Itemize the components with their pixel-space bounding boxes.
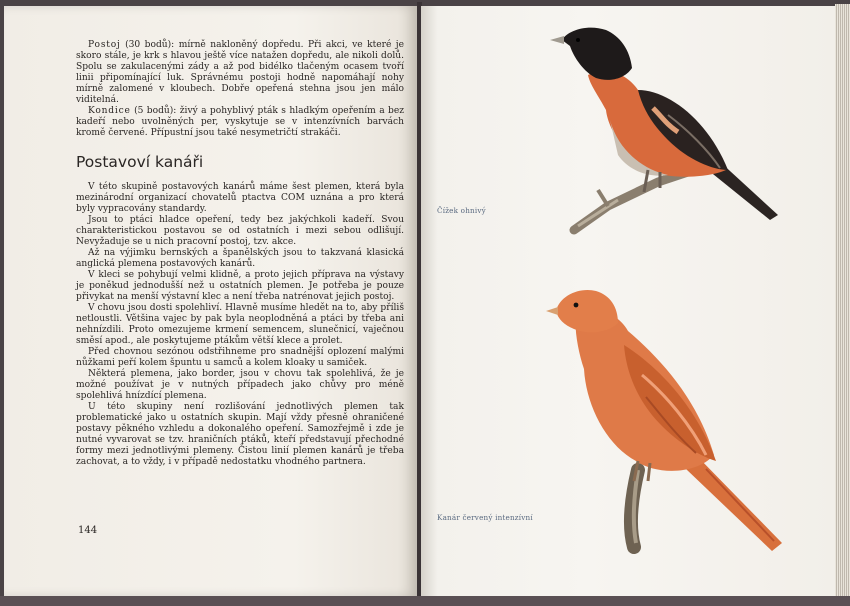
page-edges (835, 4, 850, 600)
term-postoj: Postoj (88, 40, 121, 50)
body-paragraph: Některá plemena, jako border, jsou v chovu tak spolehlivá, že je možné používat je v nutných případech jako chůvy pro méně spolehlivá hnízdící plemena. (76, 369, 404, 401)
section-heading: Postavoví kanáři (76, 153, 204, 171)
body-paragraph: V této skupině postavových kanárů máme šest plemen, která byla mezinárodní organizací chovatelů ptactva COM uznána a pro která byly vypracovány standardy. (76, 182, 404, 214)
body-paragraph: V chovu jsou dosti spolehliví. Hlavně musíme hledět na to, aby příliš netloustli. Většina vajec by pak byla neoplodněná a ptáci by třeba ani nehnízdili. Proto omezujeme krmení semencem, slunečnicí, vaječnou směsí apod., ale poskytujeme ptákům větší klece a prolet. (76, 303, 404, 346)
red-siskin-illustration (548, 20, 788, 240)
body-paragraph: Před chovnou sezónou odstřihneme pro snadnější oplození malými nůžkami peří kolem špuntu u samců a kolem kloaky u samiček. (76, 347, 404, 368)
paragraph-postoj (76, 40, 404, 106)
body-paragraph: U této skupiny není rozlišování jednotlivých plemen tak problematické jako u ostatních skupin. Mají vždy přesně ohraničené postavy pěkného vzhledu a dokonalého opeření. Samozřejmě i zde je nutné vyvarovat se tzv. hraničních ptáků, kteří představují přechodné formy mezi jednotlivými plemeny. Čistou linií plemen kanárů je třeba zachovat, a to vždy, i v případě nedostatku vhodného partnera. (76, 402, 404, 467)
text-postoj: (30 bodů): mírně nakloněný dopředu. Při akci, ve které je skoro stále, je krk s hlavou ještě více natažen dopředu, ale nikoli dolů. Spolu se zakulacenými zády a až pod bidélko tlačeným ocasem tvoří linii připomínající luk. Správnému postoji hodně napomáhají nohy mírně zalomené v kloubech. Dobře opeřená stehna jsou jen málo viditelná. (76, 40, 404, 105)
page-number: 144 (78, 525, 98, 536)
red-canary-illustration (546, 285, 790, 560)
term-kondice: Kondice (88, 106, 131, 116)
text-kondice: (5 bodů): živý a pohyblivý pták s hladkým opeřením a bez kadeří nebo uvolněných per, vyskytuje se v intenzívních barvách kromě červené. Přípustní jsou také nesymetričtí strakáči. (76, 106, 404, 138)
left-page-text (76, 40, 404, 468)
caption-red-siskin: Čížek ohnivý (437, 206, 486, 215)
caption-red-canary: Kanár červený intenzívní (437, 513, 533, 522)
body-paragraph: V kleci se pohybují velmi klidně, a proto jejich příprava na výstavy je poněkud jednodušší než u ostatních plemen. Je potřeba je pouze přivykat na menší výstavní klec a není třeba natrénovat jejich postoj. (76, 270, 404, 302)
paragraph-kondice (76, 106, 404, 139)
body-paragraph: Až na výjimku bernských a španělských jsou to takzvaná klasická anglická plemena postavových kanárů. (76, 248, 404, 269)
body-paragraph: Jsou to ptáci hladce opeření, tedy bez jakýchkoli kadeří. Svou charakteristickou postavou se od ostatních i mezi sebou odlišují. Nevyžaduje se u nich pracovní postoj, tzv. akce. (76, 215, 404, 247)
cover-edge (0, 596, 850, 606)
